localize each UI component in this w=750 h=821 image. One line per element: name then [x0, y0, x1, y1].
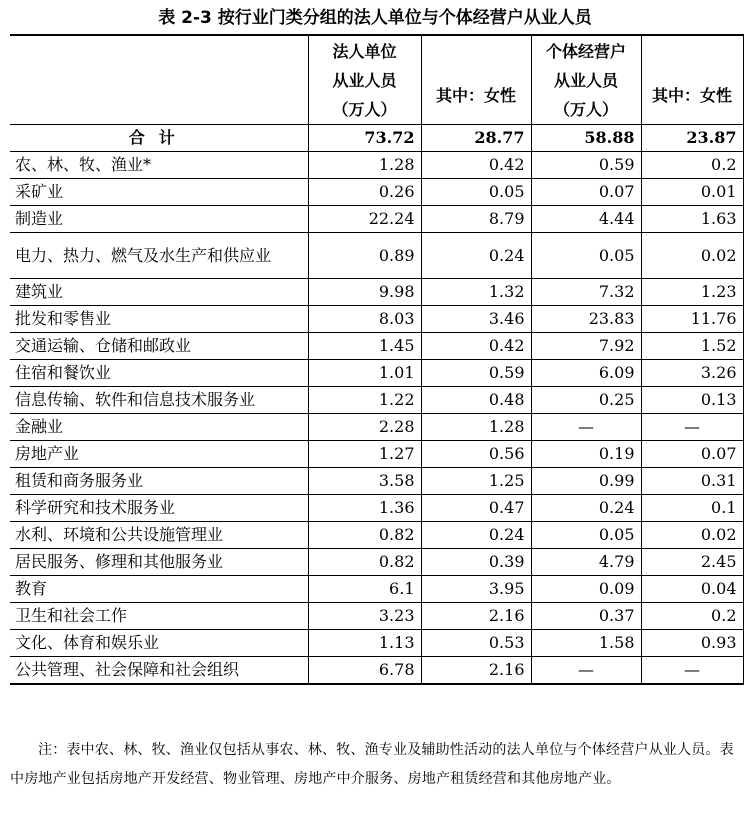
individual-female-employees: 0.01 — [641, 179, 743, 206]
individual-employees: — — [531, 657, 641, 685]
legal-female-employees: 0.42 — [421, 152, 531, 179]
industry-name: 租赁和商务服务业 — [10, 468, 308, 495]
individual-employees: 0.99 — [531, 468, 641, 495]
total-legal-female: 28.77 — [421, 125, 531, 152]
industry-name: 制造业 — [10, 206, 308, 233]
legal-employees: 0.82 — [308, 549, 421, 576]
header-individual-households-text: 个体经营户 从业人员 （万人） — [545, 41, 626, 119]
table-row — [10, 179, 743, 206]
legal-female-employees: 0.48 — [421, 387, 531, 414]
individual-employees: 4.79 — [531, 549, 641, 576]
header-legal-units — [308, 35, 421, 125]
total-individual-female: 23.87 — [641, 125, 743, 152]
total-individual: 58.88 — [531, 125, 641, 152]
legal-female-employees: 0.59 — [421, 360, 531, 387]
industry-name: 金融业 — [10, 414, 308, 441]
individual-female-employees: 0.13 — [641, 387, 743, 414]
industry-name: 交通运输、仓储和邮政业 — [10, 333, 308, 360]
table-row — [10, 522, 743, 549]
individual-employees: 0.05 — [531, 522, 641, 549]
legal-employees: 22.24 — [308, 206, 421, 233]
table-header — [10, 35, 743, 125]
individual-employees: 0.19 — [531, 441, 641, 468]
legal-female-employees: 2.16 — [421, 657, 531, 685]
individual-employees: — — [531, 414, 641, 441]
header-legal-female-text: 其中：女性 — [435, 85, 516, 105]
legal-employees: 1.27 — [308, 441, 421, 468]
legal-female-employees: 0.53 — [421, 630, 531, 657]
individual-female-employees: 2.45 — [641, 549, 743, 576]
header-industry-blank — [10, 35, 308, 125]
individual-employees: 0.59 — [531, 152, 641, 179]
legal-female-employees: 0.05 — [421, 179, 531, 206]
individual-employees: 0.37 — [531, 603, 641, 630]
total-row — [10, 125, 743, 152]
individual-female-employees: 0.1 — [641, 495, 743, 522]
individual-female-employees: 1.23 — [641, 279, 743, 306]
legal-employees: 0.82 — [308, 522, 421, 549]
header-individual-female — [641, 35, 743, 125]
legal-employees: 2.28 — [308, 414, 421, 441]
industry-name: 建筑业 — [10, 279, 308, 306]
header-legal-units-text: 法人单位 从业人员 （万人） — [332, 41, 397, 119]
individual-female-employees: 0.31 — [641, 468, 743, 495]
individual-employees: 7.32 — [531, 279, 641, 306]
table-row — [10, 387, 743, 414]
individual-female-employees: 0.02 — [641, 522, 743, 549]
legal-employees: 3.23 — [308, 603, 421, 630]
table-row — [10, 279, 743, 306]
table-row — [10, 152, 743, 179]
industry-name: 电力、热力、燃气及水生产和供应业 — [10, 233, 308, 279]
industry-name: 房地产业 — [10, 441, 308, 468]
legal-female-employees: 0.24 — [421, 233, 531, 279]
header-individual-female-text: 其中：女性 — [651, 85, 732, 105]
individual-female-employees: 0.2 — [641, 603, 743, 630]
industry-name: 卫生和社会工作 — [10, 603, 308, 630]
individual-employees: 23.83 — [531, 306, 641, 333]
legal-employees: 1.01 — [308, 360, 421, 387]
table-row — [10, 603, 743, 630]
individual-employees: 1.58 — [531, 630, 641, 657]
total-label: 合计 — [10, 125, 308, 152]
industry-name: 批发和零售业 — [10, 306, 308, 333]
legal-female-employees: 0.42 — [421, 333, 531, 360]
table-row — [10, 233, 743, 279]
table-row — [10, 549, 743, 576]
individual-employees: 0.05 — [531, 233, 641, 279]
table-row — [10, 576, 743, 603]
individual-female-employees: — — [641, 657, 743, 685]
industry-name: 科学研究和技术服务业 — [10, 495, 308, 522]
table-row — [10, 206, 743, 233]
industry-name: 水利、环境和公共设施管理业 — [10, 522, 308, 549]
legal-employees: 1.22 — [308, 387, 421, 414]
legal-employees: 1.45 — [308, 333, 421, 360]
industry-employment-table — [10, 34, 744, 685]
table-title: 表 2-3 按行业门类分组的法人单位与个体经营户从业人员 — [158, 8, 592, 28]
table-row — [10, 333, 743, 360]
legal-female-employees: 8.79 — [421, 206, 531, 233]
individual-employees: 0.24 — [531, 495, 641, 522]
legal-female-employees: 0.39 — [421, 549, 531, 576]
table-row — [10, 468, 743, 495]
legal-employees: 6.1 — [308, 576, 421, 603]
legal-female-employees: 3.95 — [421, 576, 531, 603]
legal-employees: 8.03 — [308, 306, 421, 333]
legal-female-employees: 3.46 — [421, 306, 531, 333]
individual-female-employees: — — [641, 414, 743, 441]
legal-female-employees: 0.24 — [421, 522, 531, 549]
individual-female-employees: 3.26 — [641, 360, 743, 387]
individual-female-employees: 0.04 — [641, 576, 743, 603]
industry-name: 居民服务、修理和其他服务业 — [10, 549, 308, 576]
legal-employees: 6.78 — [308, 657, 421, 685]
table-row — [10, 657, 743, 685]
table-body — [10, 125, 743, 685]
table-row — [10, 441, 743, 468]
legal-employees: 3.58 — [308, 468, 421, 495]
legal-female-employees: 1.28 — [421, 414, 531, 441]
table-row — [10, 306, 743, 333]
legal-female-employees: 1.25 — [421, 468, 531, 495]
individual-employees: 4.44 — [531, 206, 641, 233]
table-row — [10, 495, 743, 522]
legal-employees: 1.36 — [308, 495, 421, 522]
legal-employees: 1.13 — [308, 630, 421, 657]
industry-name: 采矿业 — [10, 179, 308, 206]
individual-employees: 6.09 — [531, 360, 641, 387]
individual-female-employees: 0.2 — [641, 152, 743, 179]
legal-female-employees: 1.32 — [421, 279, 531, 306]
table-row — [10, 630, 743, 657]
legal-employees: 1.28 — [308, 152, 421, 179]
individual-female-employees: 0.93 — [641, 630, 743, 657]
total-legal: 73.72 — [308, 125, 421, 152]
industry-name: 住宿和餐饮业 — [10, 360, 308, 387]
individual-female-employees: 11.76 — [641, 306, 743, 333]
industry-name: 农、林、牧、渔业* — [10, 152, 308, 179]
individual-female-employees: 1.63 — [641, 206, 743, 233]
legal-female-employees: 0.47 — [421, 495, 531, 522]
table-row — [10, 360, 743, 387]
industry-name: 公共管理、社会保障和社会组织 — [10, 657, 308, 685]
table-footnote: 注：表中农、林、牧、渔业仅包括从事农、林、牧、渔专业及辅助性活动的法人单位与个体经营户从业人员。表中房地产业包括房地产开发经营、物业管理、房地产中介服务、房地产租赁经营和其他房地产业。 — [10, 742, 734, 787]
individual-employees: 0.07 — [531, 179, 641, 206]
individual-employees: 0.25 — [531, 387, 641, 414]
header-legal-female — [421, 35, 531, 125]
individual-female-employees: 0.02 — [641, 233, 743, 279]
individual-female-employees: 0.07 — [641, 441, 743, 468]
individual-employees: 7.92 — [531, 333, 641, 360]
legal-employees: 9.98 — [308, 279, 421, 306]
legal-employees: 0.89 — [308, 233, 421, 279]
industry-name: 信息传输、软件和信息技术服务业 — [10, 387, 308, 414]
individual-employees: 0.09 — [531, 576, 641, 603]
legal-female-employees: 0.56 — [421, 441, 531, 468]
individual-female-employees: 1.52 — [641, 333, 743, 360]
industry-name: 文化、体育和娱乐业 — [10, 630, 308, 657]
table-row — [10, 414, 743, 441]
legal-female-employees: 2.16 — [421, 603, 531, 630]
header-individual-households — [531, 35, 641, 125]
industry-name: 教育 — [10, 576, 308, 603]
legal-employees: 0.26 — [308, 179, 421, 206]
